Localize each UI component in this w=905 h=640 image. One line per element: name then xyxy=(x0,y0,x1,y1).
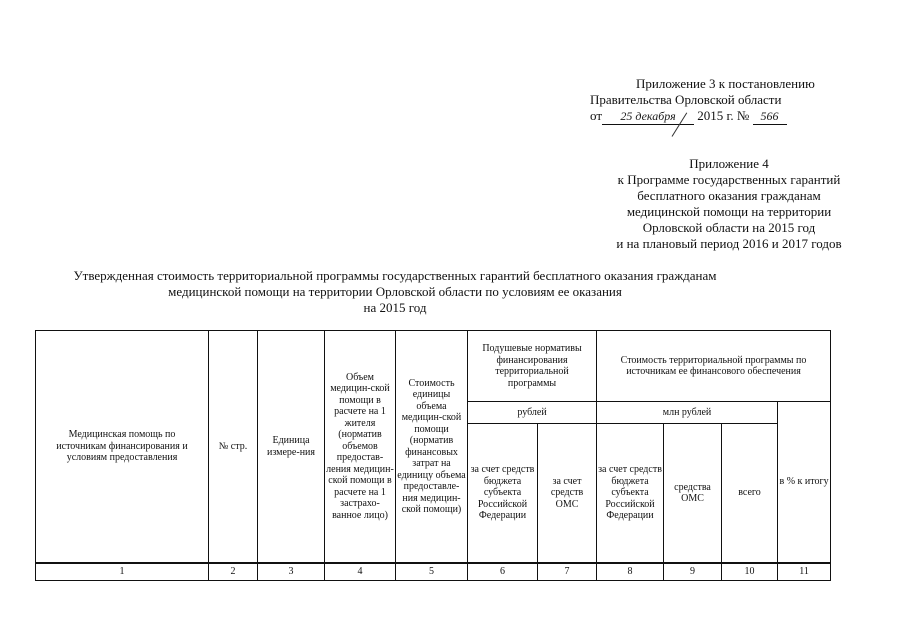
appendix3-line1: Приложение 3 к постановлению xyxy=(636,76,815,91)
appendix4-line: медицинской помощи на территории xyxy=(626,204,832,219)
cost-table xyxy=(35,330,831,581)
header-unit-cost: Стоимость единицы объема медицин-ской помощи (норматив финансовых затрат на единицу объема предоставле-ния медицин-ской помощи) xyxy=(396,331,468,564)
table-title-line: медицинской помощи на территории Орловской области по условиям ее оказания xyxy=(168,284,622,299)
column-number: 10 xyxy=(722,563,778,581)
header-row-1 xyxy=(36,331,831,402)
header-budget-per-capita: за счет средств бюджета субъекта Российской Федерации xyxy=(468,424,538,564)
header-percent-total: в % к итогу xyxy=(778,402,831,564)
appendix4-line: Приложение 4 xyxy=(689,156,769,171)
column-number-row xyxy=(36,563,831,581)
handwritten-date: 25 декабря xyxy=(602,108,694,125)
appendix4-block xyxy=(598,156,860,252)
header-medical-care: Медицинская помощь по источникам финансирования и условиям предоставления xyxy=(36,331,209,564)
table-title xyxy=(30,268,760,316)
column-number: 9 xyxy=(664,563,722,581)
column-number: 7 xyxy=(538,563,597,581)
table-title-line: на 2015 год xyxy=(363,300,427,315)
header-rubles: рублей xyxy=(468,402,597,424)
table-title-line: Утвержденная стоимость территориальной программы государственных гарантий бесплатного оказания гражданам xyxy=(73,268,717,283)
header-oms-cost: средства ОМС xyxy=(664,424,722,564)
from-prefix: от xyxy=(590,108,603,123)
appendix4-line: бесплатного оказания гражданам xyxy=(637,188,821,203)
header-budget-cost: за счет средств бюджета субъекта Российской Федерации xyxy=(597,424,664,564)
column-number: 5 xyxy=(396,563,468,581)
appendix4-line: к Программе государственных гарантий xyxy=(617,172,841,187)
column-number: 1 xyxy=(36,563,209,581)
header-per-capita-group: Подушевые нормативы финансирования территориальной программы xyxy=(468,331,597,402)
column-number: 8 xyxy=(597,563,664,581)
appendix3-line2: Правительства Орловской области xyxy=(590,92,782,107)
handwritten-number: 566 xyxy=(753,108,787,125)
header-unit: Единица измере-ния xyxy=(258,331,325,564)
column-number: 2 xyxy=(209,563,258,581)
header-oms-per-capita: за счет средств ОМС xyxy=(538,424,597,564)
appendix4-line: Орловской области на 2015 год xyxy=(642,220,816,235)
column-number: 6 xyxy=(468,563,538,581)
header-cost-group: Стоимость территориальной программы по источникам ее финансового обеспечения xyxy=(597,331,831,402)
header-volume: Объем медицин-ской помощи в расчете на 1 жителя (норматив объемов предостав-ления медицин-ской помощи в расчете на 1 застрахо-ванное лицо) xyxy=(325,331,396,564)
header-mln-rubles: млн рублей xyxy=(597,402,778,424)
header-total: всего xyxy=(722,424,778,564)
year-text: 2015 г. № xyxy=(697,108,750,123)
appendix4-line: и на плановый период 2016 и 2017 годов xyxy=(616,236,842,251)
appendix3-date-line xyxy=(590,108,875,125)
column-number: 3 xyxy=(258,563,325,581)
appendix3-block xyxy=(590,76,875,125)
column-number: 4 xyxy=(325,563,396,581)
column-number: 11 xyxy=(778,563,831,581)
header-line-number: № стр. xyxy=(209,331,258,564)
